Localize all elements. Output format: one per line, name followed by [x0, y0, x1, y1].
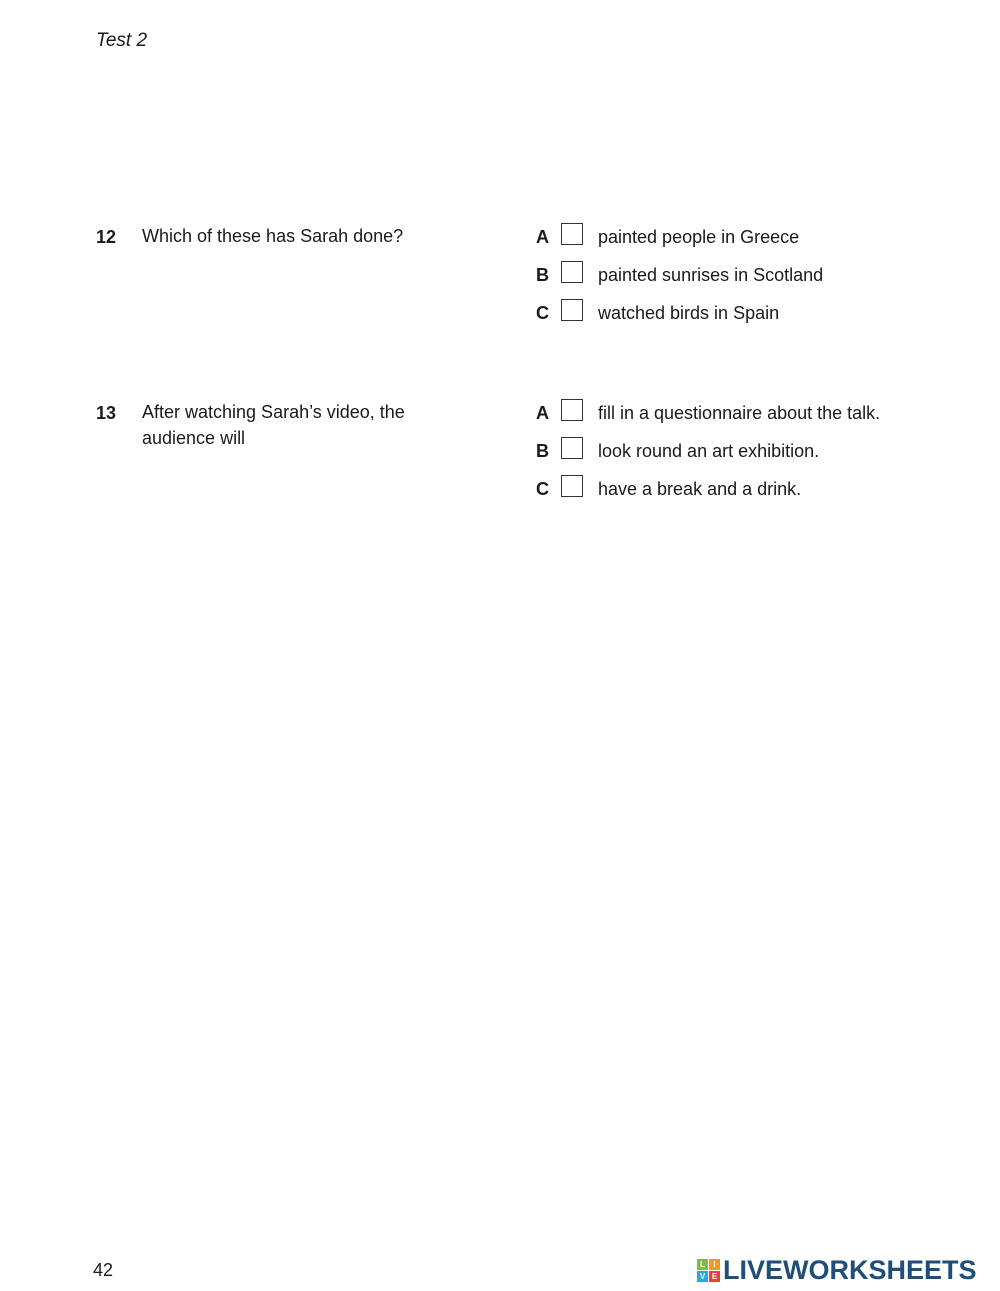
- option-text: look round an art exhibition.: [598, 441, 820, 461]
- liveworksheets-logo[interactable]: [697, 1255, 977, 1286]
- option-letter: A: [536, 403, 549, 423]
- answer-checkbox[interactable]: [561, 437, 583, 459]
- question-number: 13: [96, 403, 117, 423]
- answer-options: [536, 403, 976, 517]
- option-letter: A: [536, 227, 549, 247]
- option-letter: C: [536, 479, 549, 499]
- answer-checkbox[interactable]: [561, 261, 583, 283]
- option-text: have a break and a drink.: [598, 479, 802, 499]
- option-letter: C: [536, 303, 549, 323]
- option-c: [536, 479, 976, 517]
- question-number: 12: [96, 227, 117, 247]
- answer-checkbox[interactable]: [561, 475, 583, 497]
- option-text: fill in a questionnaire about the talk.: [598, 403, 881, 423]
- question-text: After watching Sarah’s video, the audience will: [142, 402, 405, 448]
- answer-checkbox[interactable]: [561, 399, 583, 421]
- question-text: Which of these has Sarah done?: [142, 226, 404, 246]
- answer-options: [536, 227, 976, 341]
- logo-mark-tile: L: [697, 1259, 708, 1270]
- logo-mark-icon: [697, 1259, 720, 1282]
- page-number: 42: [93, 1260, 114, 1280]
- logo-mark-tile: I: [709, 1259, 720, 1270]
- option-b: [536, 265, 976, 303]
- option-text: painted people in Greece: [598, 227, 800, 247]
- logo-mark-tile: E: [709, 1271, 720, 1282]
- option-c: [536, 303, 976, 341]
- option-a: [536, 403, 976, 441]
- answer-checkbox[interactable]: [561, 299, 583, 321]
- option-b: [536, 441, 976, 479]
- option-text: watched birds in Spain: [598, 303, 780, 323]
- option-text: painted sunrises in Scotland: [598, 265, 824, 285]
- option-letter: B: [536, 265, 549, 285]
- logo-mark-tile: V: [697, 1271, 708, 1282]
- option-a: [536, 227, 976, 265]
- logo-text: LIVEWORKSHEETS: [723, 1255, 977, 1285]
- option-letter: B: [536, 441, 549, 461]
- answer-checkbox[interactable]: [561, 223, 583, 245]
- page-header-title: Test 2: [96, 30, 148, 51]
